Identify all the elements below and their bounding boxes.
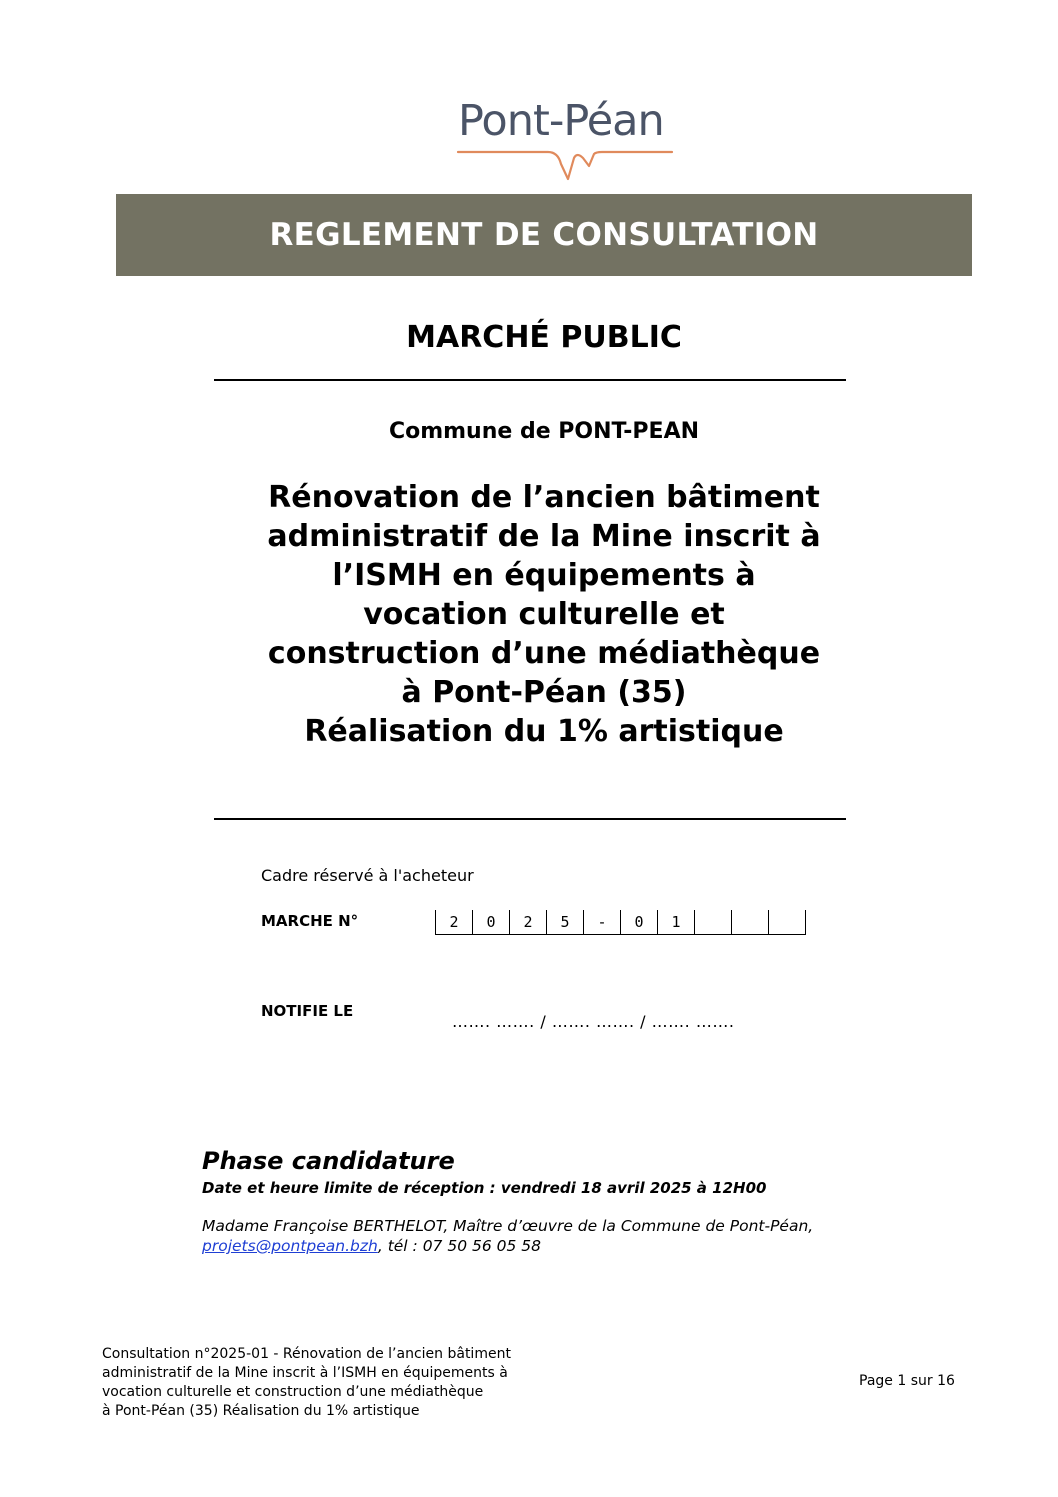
project-title-line: administratif de la Mine inscrit à (267, 519, 821, 554)
divider-bottom (214, 818, 846, 820)
divider-top (214, 379, 846, 381)
logo-text: Pont-Péan (458, 96, 664, 146)
marche-digit-box: - (584, 910, 621, 934)
commune-name: Commune de PONT-PEAN (388, 419, 700, 444)
footer-line: Consultation n°2025-01 - Rénovation de l’ancien bâtiment (102, 1346, 511, 1362)
project-title-line: Réalisation du 1% artistique (304, 714, 784, 749)
marche-number-label: MARCHE N° (261, 912, 359, 930)
page-number: Page 1 sur 16 (859, 1373, 955, 1389)
marche-digit-box: 0 (621, 910, 658, 934)
marche-public-heading: MARCHÉ PUBLIC (406, 320, 682, 355)
marche-digit-box: 2 (510, 910, 547, 934)
marche-number-boxes (435, 910, 806, 935)
project-title-line: l’ISMH en équipements à (332, 558, 756, 593)
title-banner (116, 194, 972, 276)
buyer-frame-label: Cadre réservé à l'acheteur (261, 866, 474, 885)
project-title-line: Rénovation de l’ancien bâtiment (268, 480, 820, 515)
project-title-line: vocation culturelle et (363, 597, 725, 632)
footer-consultation-text (102, 1345, 511, 1421)
footer-line: administratif de la Mine inscrit à l’ISMH en équipements à (102, 1365, 508, 1381)
phase-deadline: Date et heure limite de réception : vendredi 18 avril 2025 à 12H00 (202, 1179, 767, 1197)
marche-digit-box (769, 910, 806, 934)
document-type-title: REGLEMENT DE CONSULTATION (269, 217, 819, 253)
contact-phone: , tél : 07 50 56 05 58 (377, 1237, 542, 1255)
marche-digit-box: 1 (658, 910, 695, 934)
phase-title: Phase candidature (202, 1147, 455, 1175)
notifie-label: NOTIFIE LE (261, 1002, 354, 1020)
marche-digit-box (695, 910, 732, 934)
contact-name-line: Madame Françoise BERTHELOT, Maître d’œuvre de la Commune de Pont-Péan, (202, 1217, 814, 1235)
project-title (0, 478, 1058, 751)
marche-digit-box (732, 910, 769, 934)
notifie-date-placeholder: ……. ……. / ……. ……. / ……. ……. (452, 1012, 735, 1031)
footer-line: à Pont-Péan (35) Réalisation du 1% artistique (102, 1403, 420, 1419)
footer-line: vocation culturelle et construction d’une médiathèque (102, 1384, 484, 1400)
marche-digit-box: 2 (436, 910, 473, 934)
marche-digit-box: 0 (473, 910, 510, 934)
logo-wave-icon (440, 144, 690, 184)
pont-pean-logo (440, 92, 690, 187)
marche-digit-box: 5 (547, 910, 584, 934)
contact-details-line (202, 1237, 541, 1255)
project-title-line: à Pont-Péan (35) (401, 675, 687, 710)
project-title-line: construction d’une médiathèque (267, 636, 821, 671)
contact-email-link[interactable]: projets@pontpean.bzh (202, 1237, 378, 1255)
